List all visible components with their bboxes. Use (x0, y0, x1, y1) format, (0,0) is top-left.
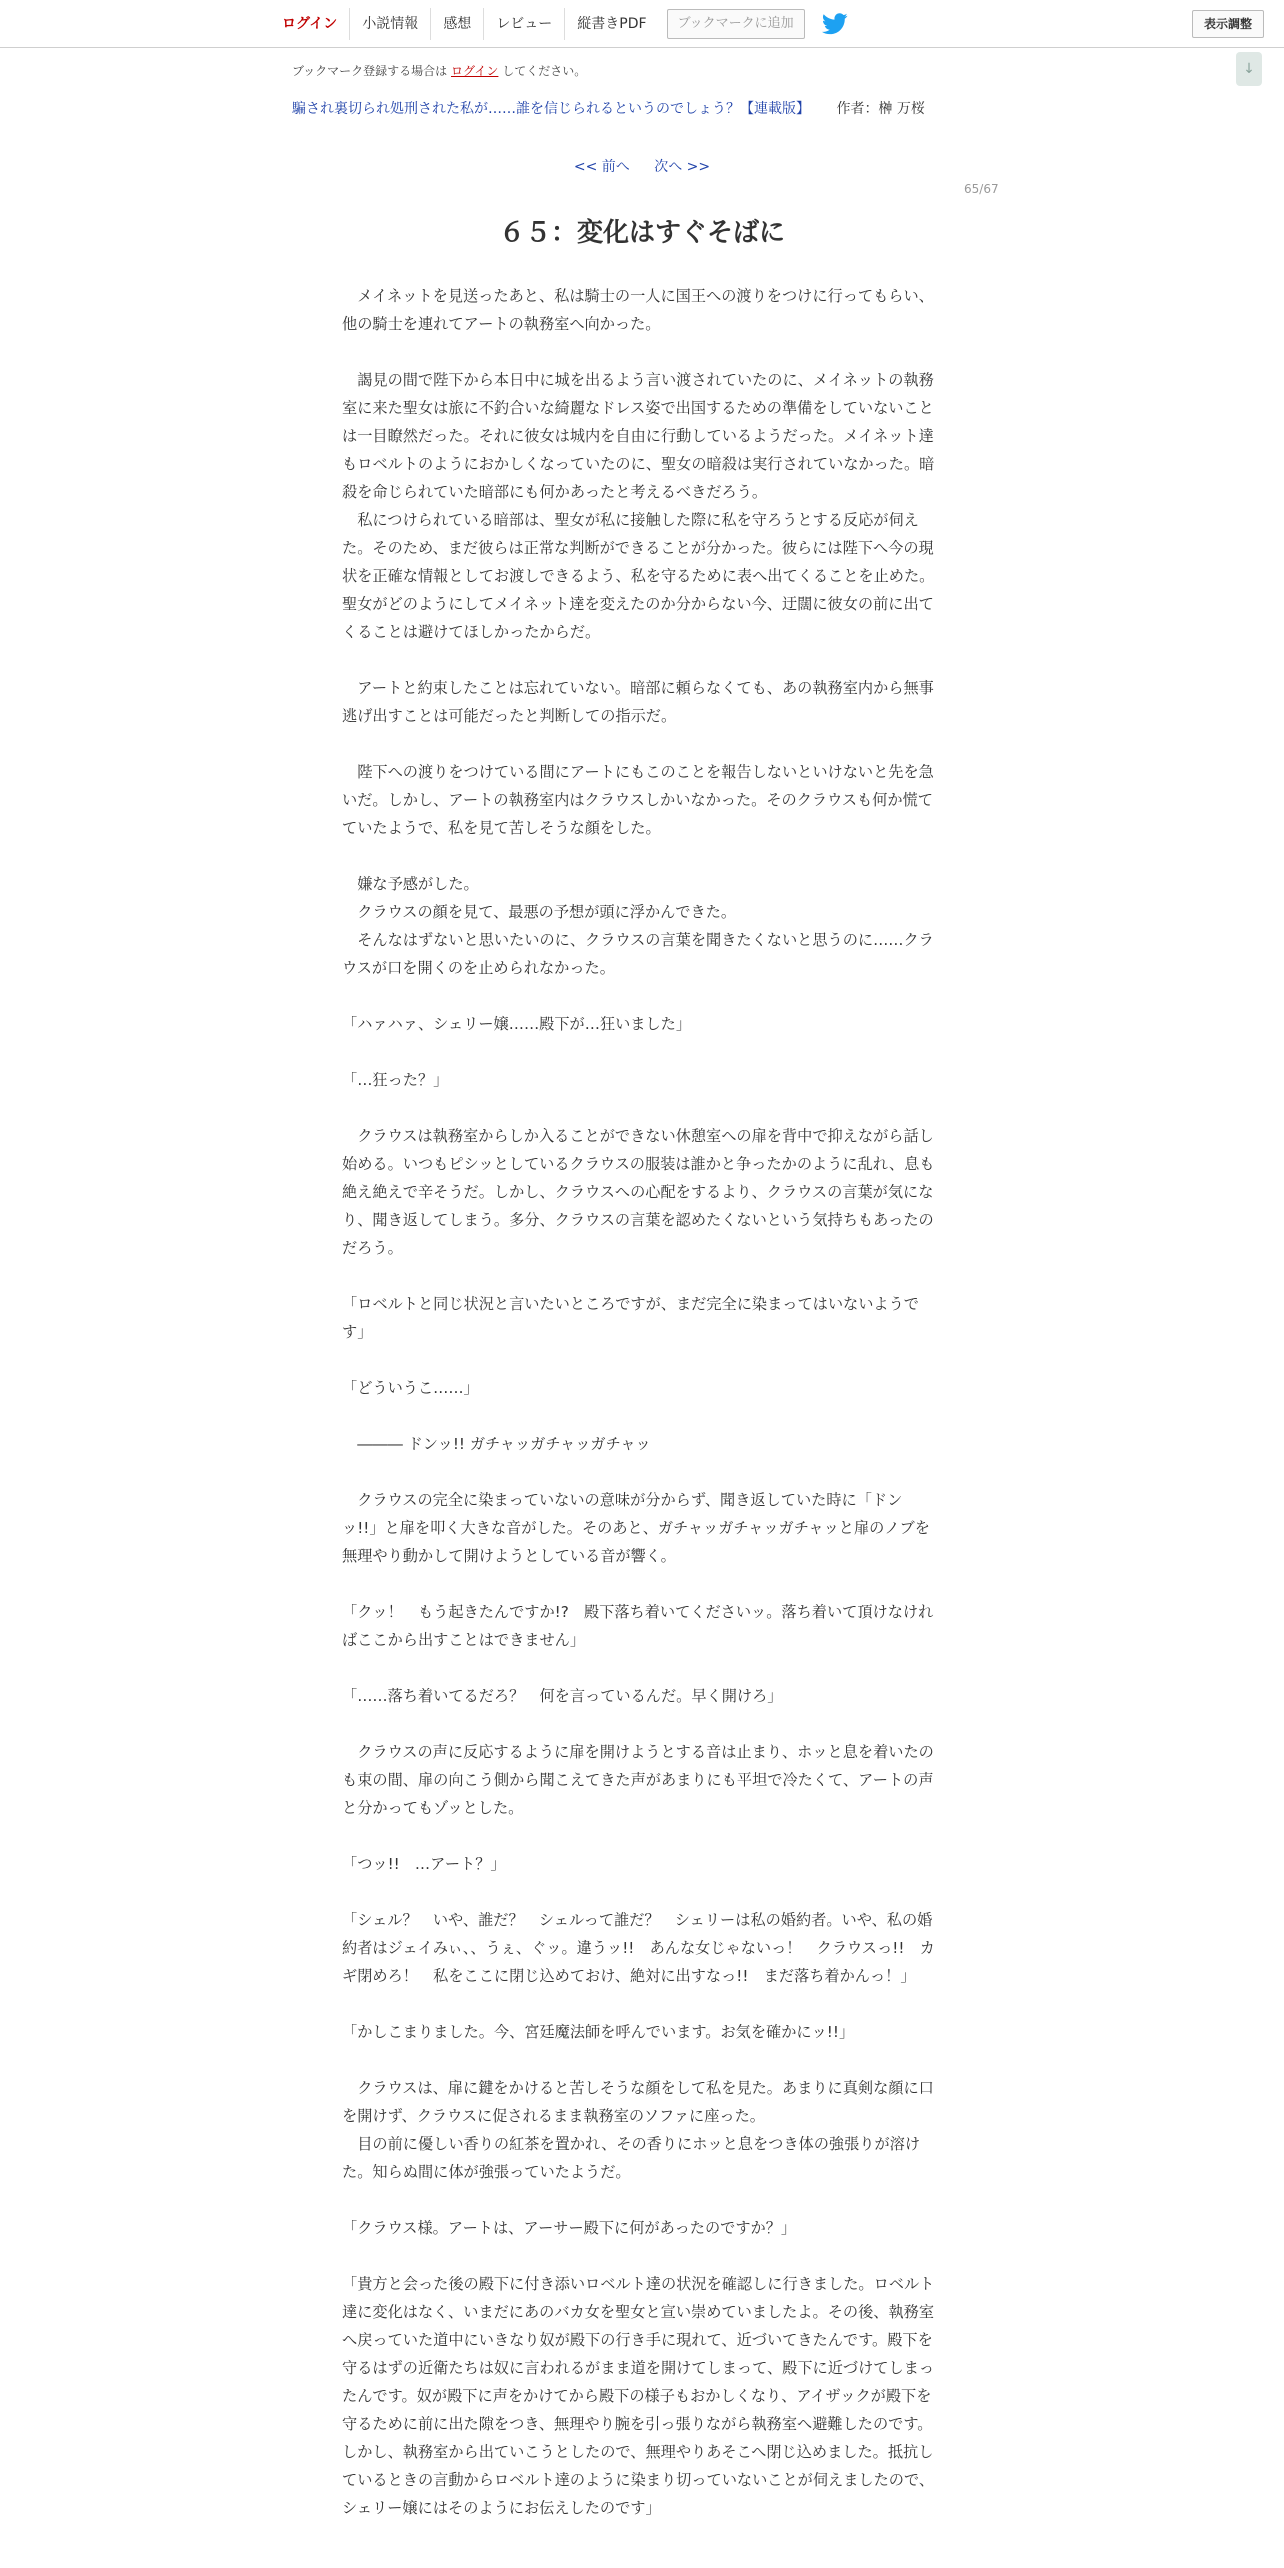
novel-title-link[interactable]: 騙され裏切られ処刑された私が……誰を信じられるというのでしょう？【連載版】 (292, 101, 810, 117)
nav-login[interactable]: ログイン (282, 16, 338, 32)
page-count: 65/67 (964, 182, 999, 196)
blank-line (342, 646, 936, 674)
blank-line (342, 1570, 936, 1598)
blank-line (342, 1346, 936, 1374)
prev-page-link[interactable]: << 前へ (573, 159, 630, 175)
blank-line (342, 1262, 936, 1290)
global-nav (272, 8, 849, 40)
top-bar (0, 0, 1284, 48)
body-paragraph: 「…狂った？」 (342, 1071, 449, 1089)
body-paragraph: 「ロベルトと同じ状況と言いたいところですが、まだ完全に染まってはいないようです」 (342, 1295, 919, 1341)
author-name: 作者：榊 万桜 (836, 101, 925, 117)
bookmark-note-login-link[interactable]: ログイン (451, 64, 499, 78)
body-paragraph: クラウスの完全に染まっていないの意味が分からず、聞き返していた時に「ドンッ!!」と扉を叩く大きな音がした。そのあと、ガチャッガチャッガチャッと扉のノブを無理やり動かして開けようとしている音が響く。 (342, 1491, 930, 1565)
blank-line (342, 730, 936, 758)
body-paragraph: 「シェル？ いや、誰だ？ シェルって誰だ？ シェリーは私の婚約者。いや、私の婚約者はジェイみぃ、、うぇ、ぐッ。違うッ!! あんな女じゃないっ！ クラウスっ!! カギ閉めろ！ 私をここに閉じ込めておけ、絶対に出すなっ!! まだ落ち着かんっ！」 (342, 1911, 935, 1985)
body-paragraph: 嫌な予感がした。 (342, 875, 479, 893)
body-paragraph: 「……落ち着いてるだろ？ 何を言っているんだ。早く開けろ」 (342, 1687, 783, 1705)
blank-line (342, 1990, 936, 2018)
body-paragraph: アートと約束したことは忘れていない。暗部に頼らなくても、あの執務室内から無事逃げ出すことは可能だったと判断しての指示だ。 (342, 679, 934, 725)
body-paragraph: 「どういうこ……」 (342, 1379, 479, 1397)
body-paragraph: ――― ドンッ!! ガチャッガチャッガチャッ (342, 1435, 651, 1453)
add-bookmark-button[interactable]: ブックマークに追加 (667, 9, 805, 39)
body-paragraph: 「かしこまりました。今、宮廷魔法師を呼んでいます。お気を確かにッ!!」 (342, 2023, 855, 2041)
blank-line (342, 1094, 936, 1122)
body-paragraph: 陛下への渡りをつけている間にアートにもこのことを報告しないといけないと先を急いだ。しかし、アートの執務室内はクラウスしかいなかった。そのクラウスも何か慌てていたようで、私を見て苦しそうな顔をした。 (342, 763, 934, 837)
blank-line (342, 1038, 936, 1066)
body-paragraph: メイネットを見送ったあと、私は騎士の一人に国王への渡りをつけに行ってもらい、他の騎士を連れてアートの執務室へ向かった。 (342, 287, 934, 333)
nav-impressions[interactable]: 感想 (430, 8, 483, 40)
bookmark-login-note (292, 62, 586, 79)
body-paragraph: 「クッ！ もう起きたんですか!? 殿下落ち着いてくださいッ。落ち着いて頂けなければここから出すことはできません」 (342, 1603, 934, 1649)
body-paragraph: クラウスの顔を見て、最悪の予想が頭に浮かんできた。 (342, 903, 737, 921)
novel-header (292, 98, 925, 118)
nav-novel-info[interactable]: 小説情報 (349, 8, 430, 40)
blank-line (342, 2046, 936, 2074)
bookmark-note-before: ブックマーク登録する場合は (292, 64, 448, 78)
body-paragraph: クラウスは執務室からしか入ることができない休憩室への扉を背中で抑えながら話し始める。いつもピシッとしているクラウスの服装は誰かと争ったかのように乱れ、息も絶え絶えで辛そうだ。しかし、クラウスへの心配をするより、クラウスの言葉が気になり、聞き返してしまう。多分、クラウスの言葉を認めたくないという気持ちもあったのだろう。 (342, 1127, 935, 1257)
scroll-down-arrow-icon[interactable]: ↓ (1236, 52, 1262, 86)
chapter-body (342, 282, 936, 2522)
body-paragraph: クラウスの声に反応するように扉を開けようとする音は止まり、ホッと息を着いたのも束の間、扉の向こう側から聞こえてきた声があまりにも平坦で冷たくて、アートの声と分かってもゾッとした。 (342, 1743, 934, 1817)
body-paragraph: クラウスは、扉に鍵をかけると苦しそうな顔をして私を見た。あまりに真剣な顔に口を開けず、クラウスに促されるまま執務室のソファに座った。 (342, 2079, 934, 2125)
nav-vertical-pdf[interactable]: 縦書きPDF (564, 8, 658, 40)
chapter-title: ６５：変化はすぐそばに (498, 218, 785, 248)
blank-line (342, 2242, 936, 2270)
display-settings-button[interactable]: 表示調整 (1192, 10, 1264, 38)
blank-line (342, 842, 936, 870)
blank-line (342, 1878, 936, 1906)
body-paragraph: 目の前に優しい香りの紅茶を置かれ、その香りにホッと息をつき体の強張りが溶けた。知らぬ間に体が強張っていたようだ。 (342, 2135, 921, 2181)
bookmark-note-after: してください。 (502, 64, 587, 78)
body-paragraph: 「クラウス様。アートは、アーサー殿下に何があったのですか？」 (342, 2219, 797, 2237)
blank-line (342, 1710, 936, 1738)
blank-line (342, 338, 936, 366)
body-paragraph: 謁見の間で陛下から本日中に城を出るよう言い渡されていたのに、メイネットの執務室に来た聖女は旅に不釣合いな綺麗なドレス姿で出国するための準備をしていないことは一目瞭然だった。それに彼女は城内を自由に行動しているようだった。メイネット達もロベルトのようにおかしくなっていたのに、聖女の暗殺は実行されていなかった。暗殺を命じられていた暗部にも何かあったと考えるべきだろう。 (342, 371, 935, 501)
body-paragraph: 「ハァハァ、シェリー嬢……殿下が…狂いました」 (342, 1015, 692, 1033)
body-paragraph: 「つッ!! …アート？」 (342, 1855, 506, 1873)
body-paragraph: 私につけられている暗部は、聖女が私に接触した際に私を守ろうとする反応が伺えた。そのため、まだ彼らは正常な判断ができることが分かった。彼らには陛下へ今の現状を正確な情報としてお渡しできるよう、私を守るために表へ出てくることを止めた。聖女がどのようにしてメイネット達を変えたのか分からない今、迂闊に彼女の前に出てくることは避けてほしかったからだ。 (342, 511, 935, 641)
body-paragraph: そんなはずないと思いたいのに、クラウスの言葉を聞きたくないと思うのに……クラウスが口を開くのを止められなかった。 (342, 931, 934, 977)
blank-line (342, 982, 936, 1010)
twitter-icon[interactable] (821, 12, 849, 36)
blank-line (342, 1458, 936, 1486)
blank-line (342, 2186, 936, 2214)
blank-line (342, 1654, 936, 1682)
next-page-link[interactable]: 次へ >> (654, 159, 711, 175)
body-paragraph: 「貴方と会った後の殿下に付き添いロベルト達の状況を確認しに行きました。ロベルト達に変化はなく、いまだにあのバカ女を聖女と宣い崇めていましたよ。その後、執務室へ戻っていた道中にいきなり奴が殿下の行き手に現れて、近づいてきたんです。殿下を守るはずの近衛たちは奴に言われるがまま道を開けてしまって、殿下に近づけてしまったんです。奴が殿下に声をかけてから殿下の様子もおかしくなり、アイザックが殿下を守るために前に出た隙をつき、無理やり腕を引っ張りながら執務室へ避難したのです。しかし、執務室から出ていこうとしたので、無理やりあそこへ閉じ込めました。抵抗しているときの言動からロベルト達のように染まり切っていないことが伺えましたので、シェリー嬢にはそのようにお伝えしたのです」 (342, 2275, 935, 2517)
blank-line (342, 1822, 936, 1850)
blank-line (342, 1402, 936, 1430)
nav-review[interactable]: レビュー (483, 8, 564, 40)
pager (0, 156, 1284, 176)
